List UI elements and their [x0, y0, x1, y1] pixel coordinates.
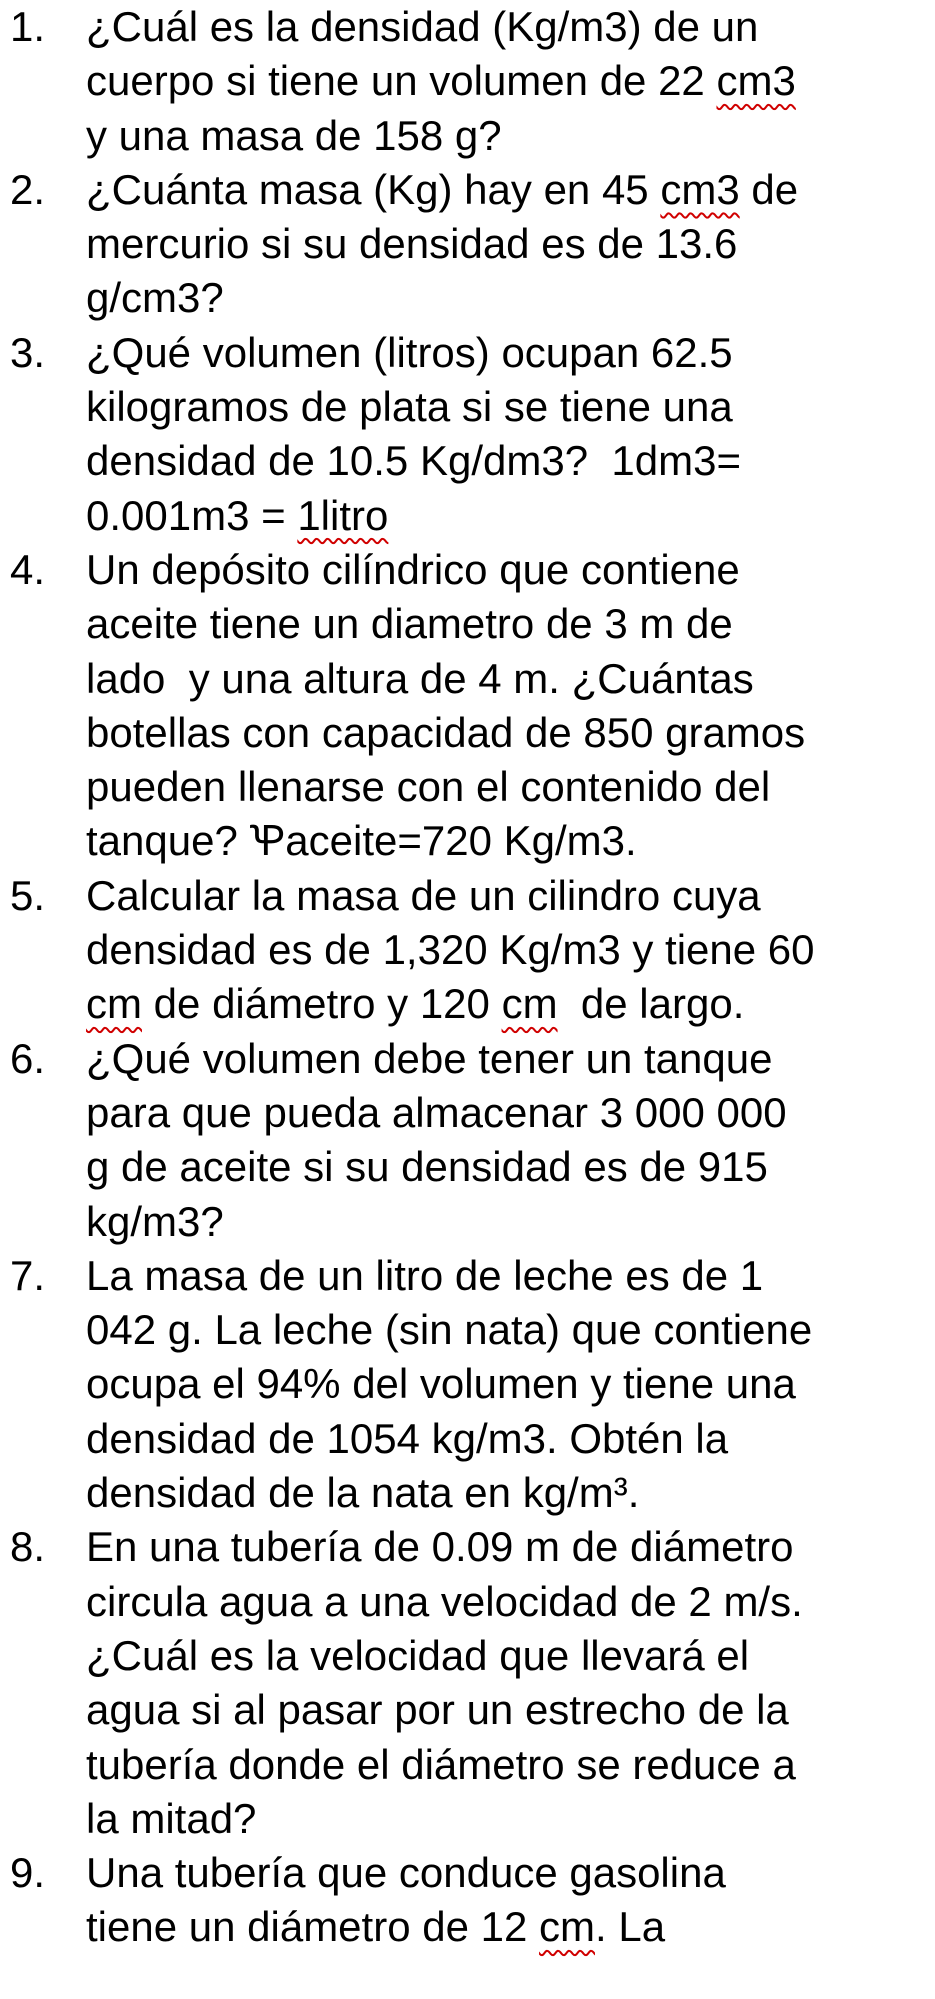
question-text-line: tiene un diámetro de 12 cm. La [86, 1903, 666, 1951]
question-text-line: y una masa de 158 g? [86, 111, 502, 159]
question-text-line: para que pueda almacenar 3 000 000 [86, 1088, 787, 1136]
question-number: 7. [10, 1251, 46, 1299]
question-text-line: kilogramos de plata si se tiene una [86, 383, 733, 431]
question-number: 6. [10, 1034, 46, 1082]
question-text-line: densidad es de 1,320 Kg/m3 y tiene 60 [86, 926, 815, 974]
question-text-line: ¿Cuál es la densidad (Kg/m3) de un [86, 3, 759, 50]
question-text-line: aceite tiene un diametro de 3 m de [86, 600, 733, 648]
question-text-line: cm de diámetro y 120 cm de largo. [86, 980, 745, 1028]
spellcheck-flagged-word: cm3 [660, 165, 740, 213]
question-text-line: agua si al pasar por un estrecho de la [86, 1686, 789, 1734]
question-text-line: g de aceite si su densidad es de 915 [86, 1143, 768, 1191]
question-text-line: tubería donde el diámetro se reduce a [86, 1740, 796, 1788]
question-text-line: densidad de 1054 kg/m3. Obtén la [86, 1414, 729, 1462]
question-text-line: tanque? Ꝕaceite=720 Kg/m3. [86, 817, 637, 865]
question-text-line: 042 g. La leche (sin nata) que contiene [86, 1306, 813, 1354]
question-text-line: La masa de un litro de leche es de 1 [86, 1251, 764, 1299]
question-item [0, 163, 922, 326]
question-text-line: botellas con capacidad de 850 gramos [86, 708, 806, 756]
question-text-line: pueden llenarse con el contenido del [86, 763, 771, 811]
question-number: 4. [10, 545, 46, 593]
question-text-line: densidad de la nata en kg/m³. [86, 1469, 640, 1517]
question-item [0, 543, 922, 869]
question-text-line: densidad de 10.5 Kg/dm3? 1dm3= [86, 437, 742, 485]
question-text-line: ¿Qué volumen debe tener un tanque [86, 1034, 773, 1082]
question-text-line: ¿Cuánta masa (Kg) hay en 45 cm3 de [86, 165, 799, 213]
question-text-line: circula agua a una velocidad de 2 m/s. [86, 1577, 803, 1625]
question-text-line: g/cm3? [86, 274, 224, 322]
question-text-line: la mitad? [86, 1794, 257, 1842]
question-item [0, 1249, 922, 1520]
question-text-line: En una tubería de 0.09 m de diámetro [86, 1523, 794, 1571]
question-text-line: ¿Cuál es la velocidad que llevará el [86, 1631, 750, 1679]
question-text-line: ocupa el 94% del volumen y tiene una [86, 1360, 796, 1408]
question-text-line: kg/m3? [86, 1197, 224, 1245]
question-number: 5. [10, 871, 46, 919]
question-number: 3. [10, 328, 46, 376]
question-item [0, 1846, 922, 1955]
question-text-line: mercurio si su densidad es de 13.6 [86, 220, 738, 268]
spellcheck-flagged-word: cm [501, 980, 558, 1028]
question-number: 1. [10, 3, 46, 50]
question-text-line: ¿Qué volumen (litros) ocupan 62.5 [86, 328, 733, 376]
question-item [0, 326, 922, 543]
question-item [0, 0, 922, 163]
question-text-line: 0.001m3 = 1litro [86, 491, 389, 539]
question-text-line: cuerpo si tiene un volumen de 22 cm3 [86, 57, 796, 105]
spellcheck-flagged-word: 1litro [297, 491, 389, 539]
spellcheck-flagged-word: cm3 [716, 57, 796, 105]
question-text-line: Una tubería que conduce gasolina [86, 1849, 726, 1897]
question-number: 2. [10, 165, 46, 213]
question-text-line: lado y una altura de 4 m. ¿Cuántas [86, 654, 754, 702]
spellcheck-flagged-word: cm [539, 1903, 595, 1951]
question-text-line: Calcular la masa de un cilindro cuya [86, 871, 761, 919]
question-item [0, 1032, 922, 1249]
question-item [0, 869, 922, 1032]
question-item [0, 1520, 922, 1846]
spellcheck-flagged-word: cm [86, 980, 142, 1028]
question-number: 9. [10, 1849, 46, 1897]
question-text-line: Un depósito cilíndrico que contiene [86, 545, 740, 593]
question-number: 8. [10, 1523, 46, 1571]
